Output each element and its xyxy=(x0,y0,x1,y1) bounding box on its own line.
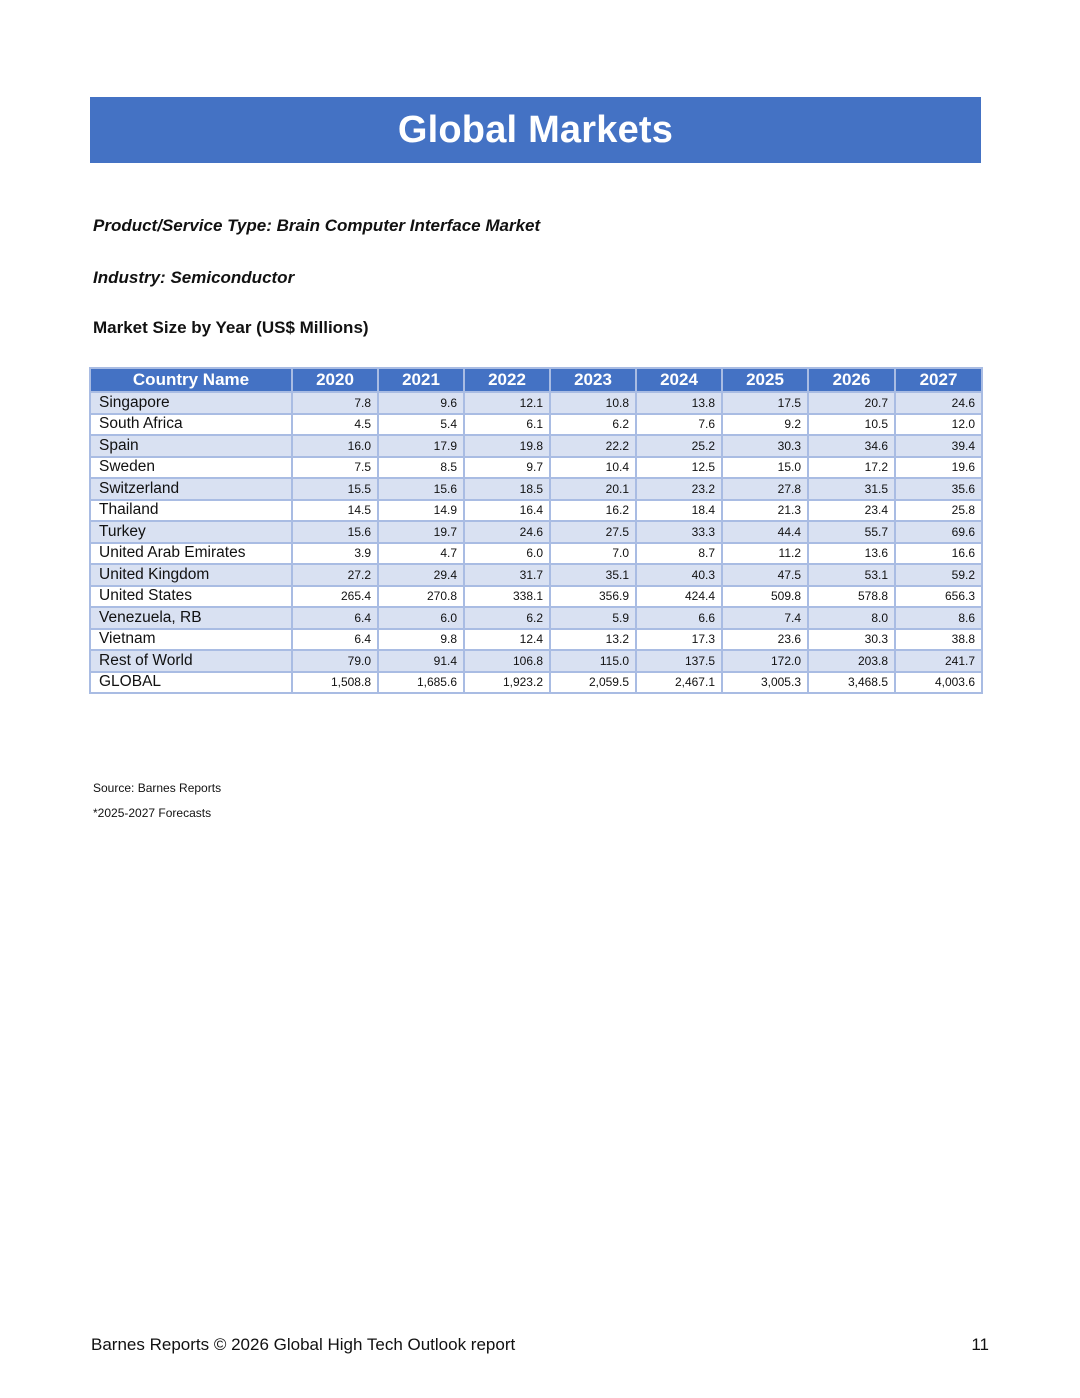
value-cell: 6.4 xyxy=(292,607,378,629)
country-name-cell: Rest of World xyxy=(90,650,292,672)
value-cell: 23.4 xyxy=(808,500,895,522)
value-cell: 7.6 xyxy=(636,414,722,436)
table-row xyxy=(90,543,982,565)
value-cell: 19.7 xyxy=(378,521,464,543)
country-name-cell: United Arab Emirates xyxy=(90,543,292,565)
value-cell: 44.4 xyxy=(722,521,808,543)
country-name-cell: United Kingdom xyxy=(90,564,292,586)
value-cell: 5.4 xyxy=(378,414,464,436)
table-row xyxy=(90,607,982,629)
value-cell: 2,467.1 xyxy=(636,672,722,694)
value-cell: 24.6 xyxy=(895,392,982,414)
industry-line: Industry: Semiconductor xyxy=(93,268,295,287)
value-cell: 6.0 xyxy=(464,543,550,565)
value-cell: 30.3 xyxy=(722,435,808,457)
table-row xyxy=(90,414,982,436)
value-cell: 20.7 xyxy=(808,392,895,414)
value-cell: 15.6 xyxy=(378,478,464,500)
value-cell: 15.6 xyxy=(292,521,378,543)
value-cell: 9.7 xyxy=(464,457,550,479)
page-title: Global Markets xyxy=(397,108,674,151)
value-cell: 3.9 xyxy=(292,543,378,565)
product-type-line: Product/Service Type: Brain Computer Interface Market xyxy=(93,216,541,235)
value-cell: 356.9 xyxy=(550,586,636,608)
value-cell: 9.8 xyxy=(378,629,464,651)
value-cell: 115.0 xyxy=(550,650,636,672)
value-cell: 12.5 xyxy=(636,457,722,479)
table-row xyxy=(90,457,982,479)
value-cell: 69.6 xyxy=(895,521,982,543)
value-cell: 19.8 xyxy=(464,435,550,457)
value-cell: 6.6 xyxy=(636,607,722,629)
forecast-note: *2025-2027 Forecasts xyxy=(93,806,212,820)
table-row xyxy=(90,392,982,414)
value-cell: 91.4 xyxy=(378,650,464,672)
value-cell: 59.2 xyxy=(895,564,982,586)
value-cell: 10.5 xyxy=(808,414,895,436)
value-cell: 79.0 xyxy=(292,650,378,672)
value-cell: 27.5 xyxy=(550,521,636,543)
value-cell: 3,005.3 xyxy=(722,672,808,694)
column-header-year: 2021 xyxy=(378,368,464,392)
value-cell: 7.4 xyxy=(722,607,808,629)
value-cell: 4,003.6 xyxy=(895,672,982,694)
column-header-year: 2026 xyxy=(808,368,895,392)
value-cell: 17.5 xyxy=(722,392,808,414)
value-cell: 8.6 xyxy=(895,607,982,629)
country-name-cell: South Africa xyxy=(90,414,292,436)
country-name-cell: GLOBAL xyxy=(90,672,292,694)
value-cell: 17.9 xyxy=(378,435,464,457)
value-cell: 8.5 xyxy=(378,457,464,479)
value-cell: 15.5 xyxy=(292,478,378,500)
table-row xyxy=(90,478,982,500)
value-cell: 16.4 xyxy=(464,500,550,522)
table-row xyxy=(90,629,982,651)
column-header-year: 2024 xyxy=(636,368,722,392)
value-cell: 4.7 xyxy=(378,543,464,565)
country-name-cell: Thailand xyxy=(90,500,292,522)
country-name-cell: Vietnam xyxy=(90,629,292,651)
value-cell: 35.6 xyxy=(895,478,982,500)
value-cell: 39.4 xyxy=(895,435,982,457)
country-name-cell: Venezuela, RB xyxy=(90,607,292,629)
value-cell: 14.9 xyxy=(378,500,464,522)
value-cell: 9.6 xyxy=(378,392,464,414)
table-row xyxy=(90,500,982,522)
page-number: 11 xyxy=(971,1335,989,1354)
table-row xyxy=(90,435,982,457)
value-cell: 509.8 xyxy=(722,586,808,608)
value-cell: 21.3 xyxy=(722,500,808,522)
value-cell: 578.8 xyxy=(808,586,895,608)
value-cell: 106.8 xyxy=(464,650,550,672)
value-cell: 11.2 xyxy=(722,543,808,565)
value-cell: 35.1 xyxy=(550,564,636,586)
value-cell: 40.3 xyxy=(636,564,722,586)
value-cell: 7.8 xyxy=(292,392,378,414)
value-cell: 18.4 xyxy=(636,500,722,522)
value-cell: 30.3 xyxy=(808,629,895,651)
value-cell: 23.6 xyxy=(722,629,808,651)
value-cell: 31.7 xyxy=(464,564,550,586)
table-body xyxy=(90,392,982,693)
value-cell: 6.1 xyxy=(464,414,550,436)
value-cell: 13.6 xyxy=(808,543,895,565)
value-cell: 265.4 xyxy=(292,586,378,608)
value-cell: 241.7 xyxy=(895,650,982,672)
value-cell: 13.8 xyxy=(636,392,722,414)
value-cell: 10.8 xyxy=(550,392,636,414)
value-cell: 8.0 xyxy=(808,607,895,629)
value-cell: 16.6 xyxy=(895,543,982,565)
footer-text: Barnes Reports © 2026 Global High Tech Outlook report xyxy=(91,1335,516,1354)
section-heading: Market Size by Year (US$ Millions) xyxy=(93,318,369,337)
column-header-year: 2020 xyxy=(292,368,378,392)
value-cell: 22.2 xyxy=(550,435,636,457)
value-cell: 12.0 xyxy=(895,414,982,436)
column-header-year: 2025 xyxy=(722,368,808,392)
value-cell: 53.1 xyxy=(808,564,895,586)
value-cell: 27.8 xyxy=(722,478,808,500)
value-cell: 338.1 xyxy=(464,586,550,608)
value-cell: 270.8 xyxy=(378,586,464,608)
country-name-cell: Switzerland xyxy=(90,478,292,500)
value-cell: 3,468.5 xyxy=(808,672,895,694)
value-cell: 25.8 xyxy=(895,500,982,522)
value-cell: 31.5 xyxy=(808,478,895,500)
column-header-year: 2022 xyxy=(464,368,550,392)
country-name-cell: Turkey xyxy=(90,521,292,543)
country-name-cell: United States xyxy=(90,586,292,608)
value-cell: 20.1 xyxy=(550,478,636,500)
value-cell: 13.2 xyxy=(550,629,636,651)
source-note: Source: Barnes Reports xyxy=(93,781,222,795)
value-cell: 6.2 xyxy=(464,607,550,629)
value-cell: 15.0 xyxy=(722,457,808,479)
table-row xyxy=(90,564,982,586)
value-cell: 6.0 xyxy=(378,607,464,629)
table-row xyxy=(90,521,982,543)
value-cell: 29.4 xyxy=(378,564,464,586)
value-cell: 18.5 xyxy=(464,478,550,500)
table-row xyxy=(90,650,982,672)
value-cell: 5.9 xyxy=(550,607,636,629)
value-cell: 2,059.5 xyxy=(550,672,636,694)
value-cell: 1,923.2 xyxy=(464,672,550,694)
value-cell: 25.2 xyxy=(636,435,722,457)
value-cell: 424.4 xyxy=(636,586,722,608)
value-cell: 55.7 xyxy=(808,521,895,543)
table-row xyxy=(90,672,982,694)
value-cell: 47.5 xyxy=(722,564,808,586)
value-cell: 656.3 xyxy=(895,586,982,608)
value-cell: 14.5 xyxy=(292,500,378,522)
page-banner xyxy=(90,97,981,163)
country-name-cell: Sweden xyxy=(90,457,292,479)
value-cell: 7.0 xyxy=(550,543,636,565)
value-cell: 1,685.6 xyxy=(378,672,464,694)
value-cell: 6.4 xyxy=(292,629,378,651)
value-cell: 6.2 xyxy=(550,414,636,436)
value-cell: 27.2 xyxy=(292,564,378,586)
value-cell: 19.6 xyxy=(895,457,982,479)
value-cell: 34.6 xyxy=(808,435,895,457)
country-name-cell: Singapore xyxy=(90,392,292,414)
value-cell: 8.7 xyxy=(636,543,722,565)
value-cell: 17.3 xyxy=(636,629,722,651)
value-cell: 137.5 xyxy=(636,650,722,672)
market-size-table xyxy=(89,367,983,694)
value-cell: 7.5 xyxy=(292,457,378,479)
value-cell: 172.0 xyxy=(722,650,808,672)
value-cell: 23.2 xyxy=(636,478,722,500)
value-cell: 16.0 xyxy=(292,435,378,457)
column-header-country: Country Name xyxy=(90,368,292,392)
value-cell: 1,508.8 xyxy=(292,672,378,694)
value-cell: 12.4 xyxy=(464,629,550,651)
value-cell: 24.6 xyxy=(464,521,550,543)
value-cell: 10.4 xyxy=(550,457,636,479)
country-name-cell: Spain xyxy=(90,435,292,457)
value-cell: 33.3 xyxy=(636,521,722,543)
table-header-row xyxy=(90,368,982,392)
column-header-year: 2023 xyxy=(550,368,636,392)
value-cell: 16.2 xyxy=(550,500,636,522)
value-cell: 9.2 xyxy=(722,414,808,436)
value-cell: 12.1 xyxy=(464,392,550,414)
table-row xyxy=(90,586,982,608)
value-cell: 203.8 xyxy=(808,650,895,672)
column-header-year: 2027 xyxy=(895,368,982,392)
value-cell: 38.8 xyxy=(895,629,982,651)
value-cell: 17.2 xyxy=(808,457,895,479)
value-cell: 4.5 xyxy=(292,414,378,436)
